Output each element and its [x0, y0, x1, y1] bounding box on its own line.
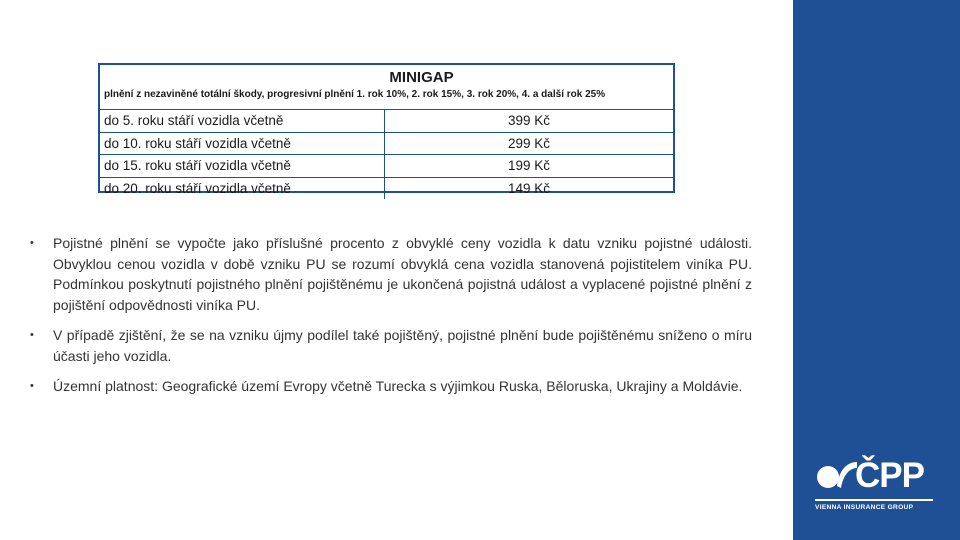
row-label: do 10. roku stáří vozidla včetně: [100, 133, 385, 155]
table-row: [100, 154, 673, 177]
logo-wordmark: ČPP: [855, 456, 924, 495]
row-price: 299 Kč: [508, 135, 551, 151]
bullet-text: Pojistné plnění se vypočte jako příslušné procento z obvyklé ceny vozidla k datu vzniku pojistné události. Obvyklou cenou vozidla v době vzniku PU se rozumí obvyklá cena vozidla stanovená pojistitelem viníka PU. Podmínkou poskytnutí pojistného plnění pojištěnému je ukončená pojistná událost a vyplacené pojistné plnění z pojištění odpovědnosti viníka PU.: [53, 235, 752, 313]
cpp-logo-mark-icon: [815, 456, 857, 498]
row-price: 149 Kč: [508, 180, 551, 196]
table-row: [100, 132, 673, 155]
row-price: 399 Kč: [508, 113, 551, 128]
bullet-text: V případě zjištění, že se na vzniku újmy podílel také pojištěný, pojistné plnění bude pojištěnému sníženo o míru účasti jeho vozidla.: [53, 327, 752, 364]
bullet-item: [30, 233, 752, 315]
row-price: 199 Kč: [508, 158, 551, 173]
table-row: [100, 109, 673, 132]
minigap-price-table: [98, 63, 675, 196]
row-label: do 20. roku stáří vozidla včetně: [100, 178, 385, 200]
row-label: do 15. roku stáří vozidla včetně: [100, 155, 385, 177]
cpp-logo: [815, 456, 935, 514]
table-row: [100, 177, 673, 200]
bullet-icon: •: [30, 237, 34, 249]
bullet-icon: •: [30, 329, 34, 341]
table-rows: [100, 109, 673, 199]
row-label: do 5. roku stáří vozidla včetně: [100, 110, 385, 132]
bullet-item: [30, 325, 752, 366]
bullet-icon: •: [30, 380, 34, 392]
bullet-list: [30, 233, 752, 407]
bullet-item: [30, 376, 752, 397]
bullet-text: Územní platnost: Geografické území Evropy včetně Turecka s výjimkou Ruska, Běloruska, Ukrajiny a Moldávie.: [53, 378, 743, 394]
logo-divider: [815, 499, 933, 501]
table-subtitle: plnění z nezaviněné totální škody, progresivní plnění 1. rok 10%, 2. rok 15%, 3. rok 20%, 4. a další rok 25%: [104, 89, 606, 100]
table-title: MINIGAP: [389, 69, 454, 86]
logo-subtitle: VIENNA INSURANCE GROUP: [815, 504, 914, 511]
